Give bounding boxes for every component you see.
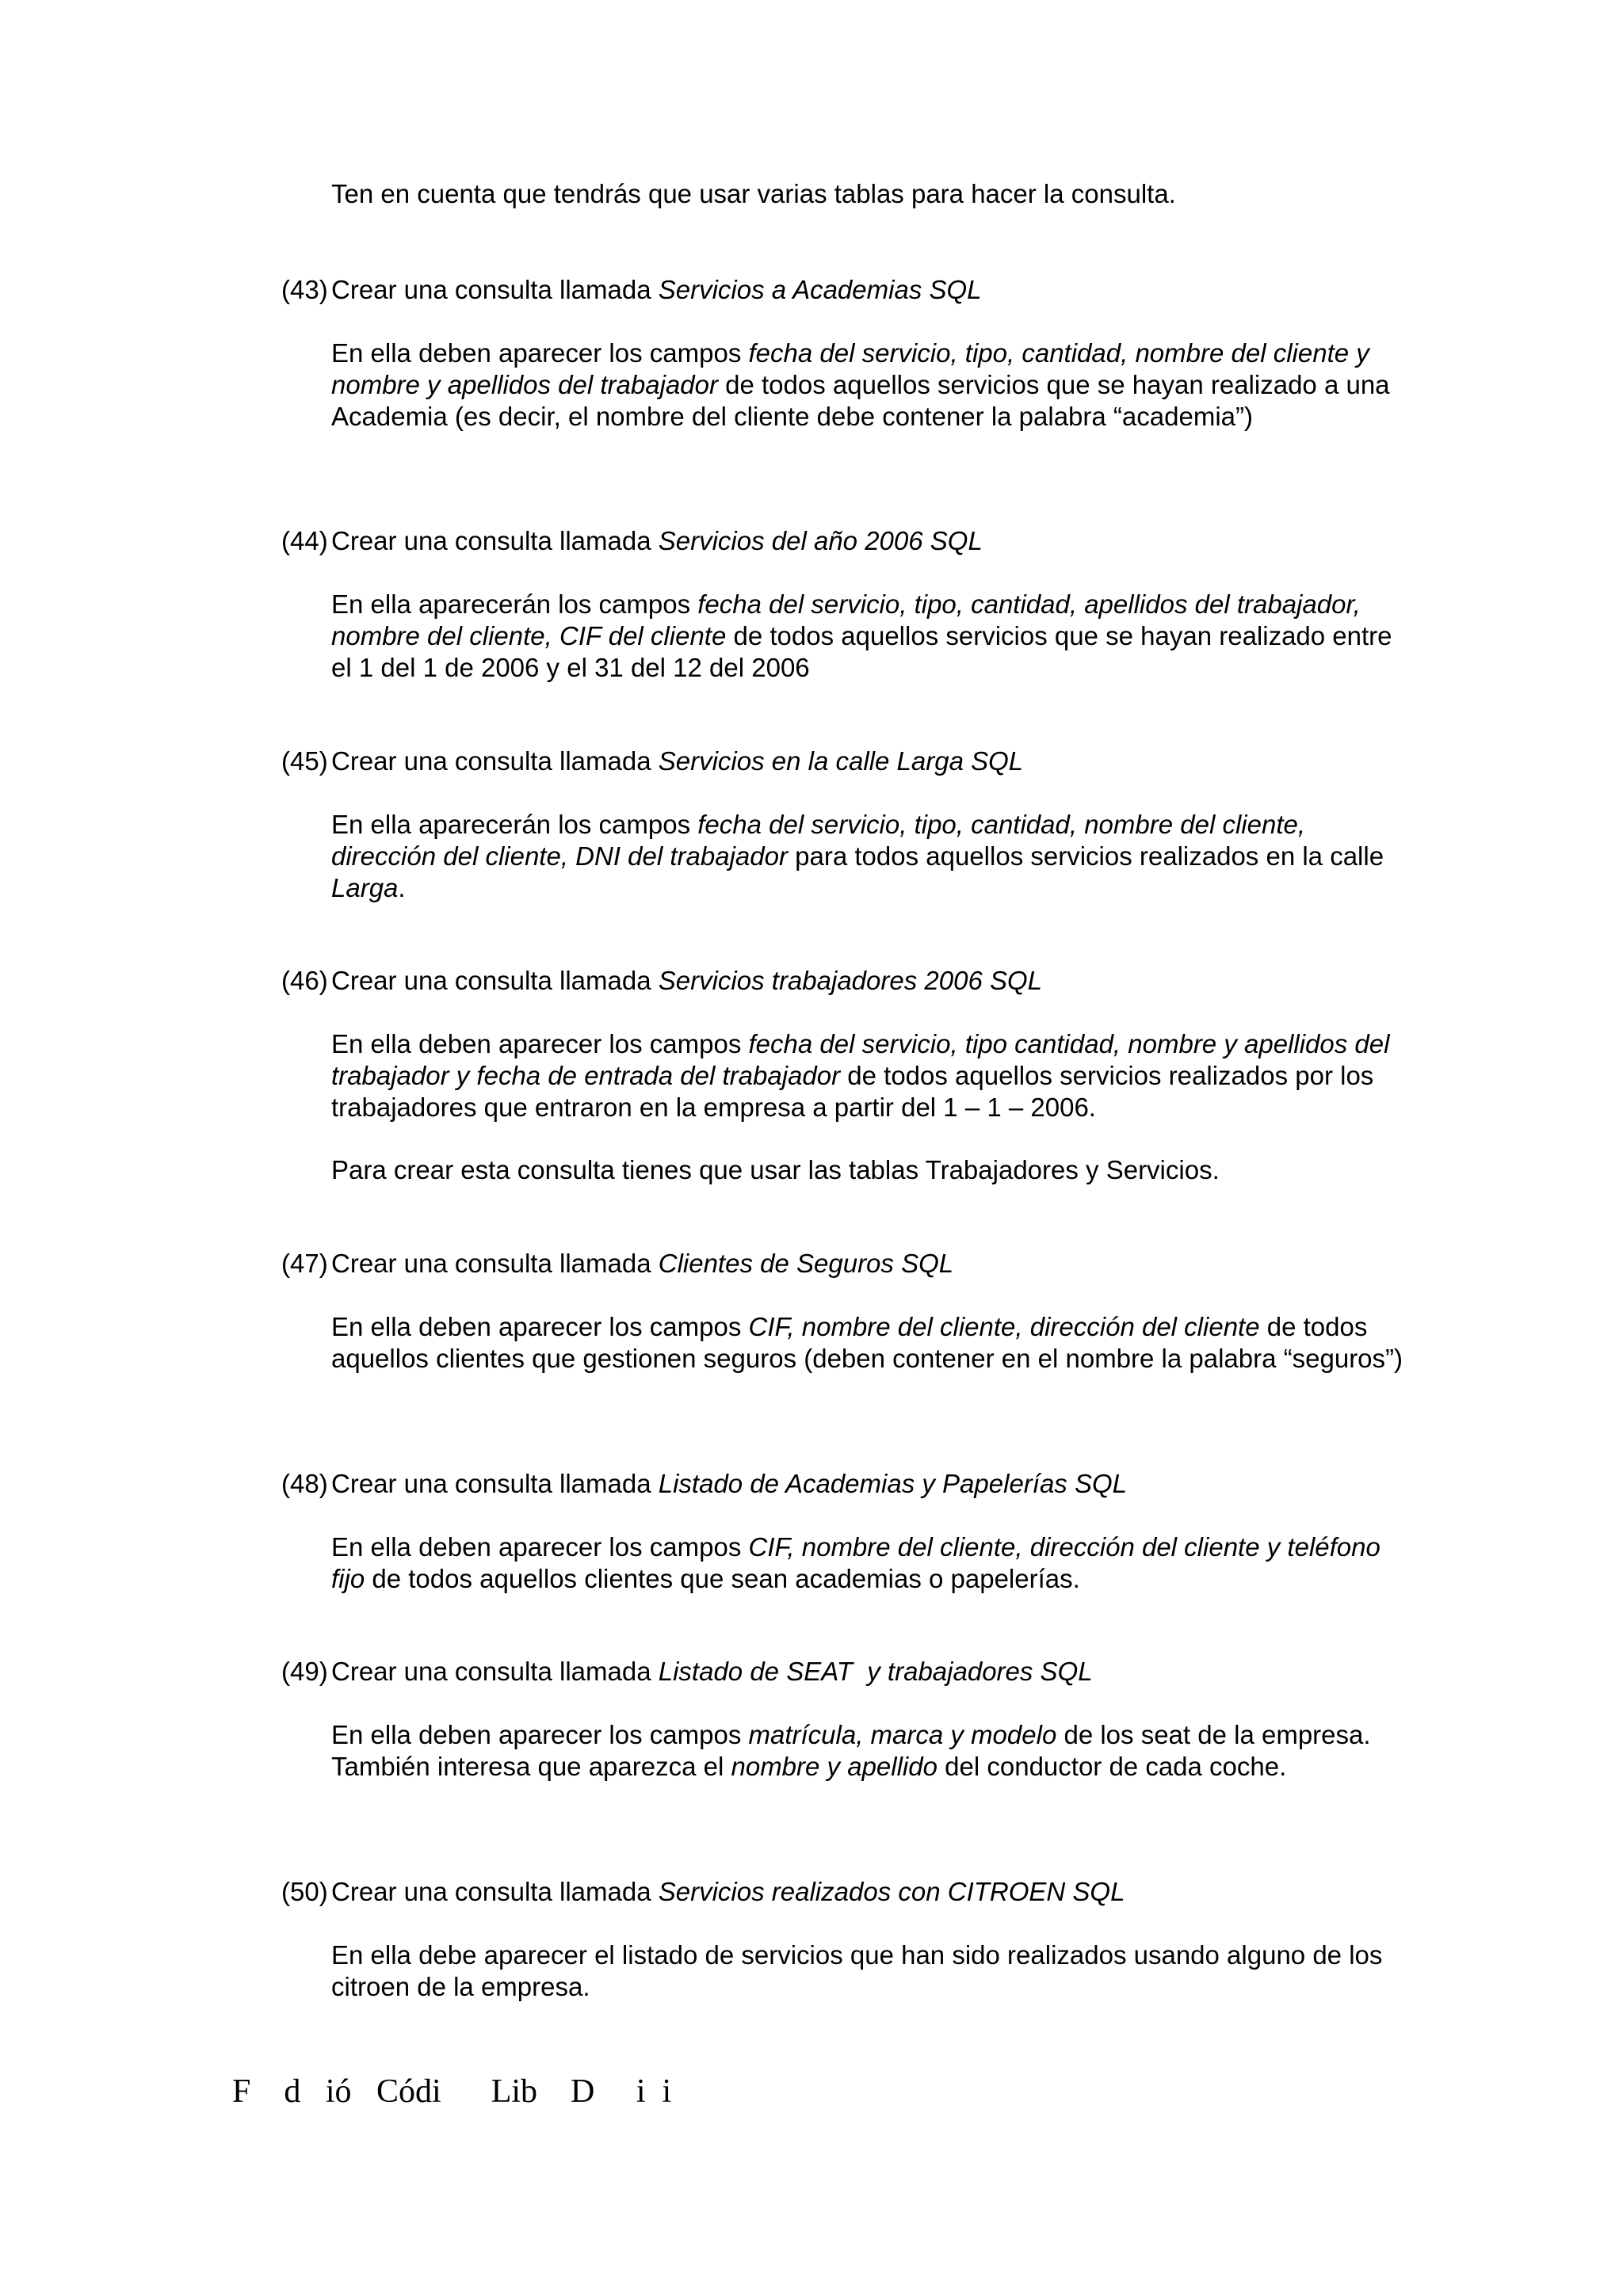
field-list: CIF, nombre del cliente, dirección del cliente <box>748 1312 1260 1341</box>
item-paragraph-48 <box>331 1531 1409 1595</box>
query-name: Servicios trabajadores 2006 SQL <box>658 966 1043 995</box>
item-paragraph-46-note <box>331 1154 1409 1186</box>
para-text: En ella deben aparecer los campos <box>331 1312 749 1341</box>
item-paragraph-44 <box>331 589 1409 684</box>
item-heading-47 <box>281 1248 1407 1280</box>
para-text: . <box>398 873 406 902</box>
para-text: En ella deben aparecer los campos <box>331 1532 749 1562</box>
para-text: de los seat de la empresa. También interesa que aparezca el <box>331 1720 1371 1781</box>
driver-fields: nombre y apellido <box>731 1752 938 1781</box>
item-heading-44 <box>281 525 1407 557</box>
query-name: Servicios realizados con CITROEN SQL <box>658 1877 1125 1906</box>
para-text: de todos aquellos clientes que sean academias o papelerías. <box>365 1564 1080 1593</box>
item-paragraph-49 <box>331 1719 1409 1783</box>
para-text: En ella aparecerán los campos <box>331 589 698 619</box>
para-text: En ella aparecerán los campos <box>331 810 698 839</box>
heading-prefix: Crear una consulta llamada <box>331 1877 659 1906</box>
field-list: fecha del servicio, tipo cantidad, nombre y apellidos del trabajador y fecha de entrada del trabajador <box>331 1029 1390 1090</box>
item-number: (44) <box>281 526 328 555</box>
heading-prefix: Crear una consulta llamada <box>331 1469 659 1498</box>
item-heading-48 <box>281 1468 1407 1500</box>
para-text: de todos aquellos servicios realizados por los trabajadores que entraron en la empresa a partir del 1 – 1 – 2006. <box>331 1061 1374 1122</box>
heading-prefix: Crear una consulta llamada <box>331 275 659 304</box>
item-number: (50) <box>281 1877 328 1906</box>
field-list: CIF, nombre del cliente, dirección del cliente y teléfono fijo <box>331 1532 1381 1593</box>
query-name: Listado de SEAT y trabajadores SQL <box>658 1657 1093 1686</box>
para-text: En ella deben aparecer los campos <box>331 1029 749 1058</box>
para-text: de todos aquellos servicios que se hayan realizado a una Academia (es decir, el nombre del cliente debe contener la palabra “academia”) <box>331 370 1390 431</box>
para-text: del conductor de cada coche. <box>937 1752 1287 1781</box>
street-name: Larga <box>331 873 399 902</box>
heading-prefix: Crear una consulta llamada <box>331 1249 659 1278</box>
item-number: (45) <box>281 746 328 776</box>
item-heading-50 <box>281 1876 1407 1908</box>
heading-prefix: Crear una consulta llamada <box>331 746 659 776</box>
item-number: (43) <box>281 275 328 304</box>
item-paragraph-47 <box>331 1311 1409 1375</box>
para-text: En ella deben aparecer los campos <box>331 338 749 368</box>
heading-prefix: Crear una consulta llamada <box>331 526 659 555</box>
item-heading-46 <box>281 965 1407 997</box>
item-heading-49 <box>281 1656 1407 1688</box>
item-number: (46) <box>281 966 328 995</box>
item-number: (49) <box>281 1657 328 1686</box>
query-name: Clientes de Seguros SQL <box>658 1249 954 1278</box>
item-number: (47) <box>281 1249 328 1278</box>
query-name: Servicios a Academias SQL <box>658 275 982 304</box>
para-text: para todos aquellos servicios realizados en la calle <box>787 841 1384 871</box>
field-list: matrícula, marca y modelo <box>748 1720 1057 1749</box>
item-paragraph-46 <box>331 1028 1409 1123</box>
item-number: (48) <box>281 1469 328 1498</box>
field-list: fecha del servicio, tipo, cantidad, apellidos del trabajador, nombre del cliente, CIF del cliente <box>331 589 1361 650</box>
para-text: Para crear esta consulta tienes que usar las tablas Trabajadores y Servicios. <box>331 1155 1220 1184</box>
para-text: de todos aquellos clientes que gestionen seguros (deben contener en el nombre la palabra “seguros”) <box>331 1312 1403 1373</box>
item-paragraph-43 <box>331 338 1409 433</box>
query-name: Servicios en la calle Larga SQL <box>658 746 1024 776</box>
para-text: de todos aquellos servicios que se hayan realizado entre el 1 del 1 de 2006 y el 31 del 12 del 2006 <box>331 621 1392 682</box>
item-paragraph-45 <box>331 809 1409 904</box>
item-heading-43 <box>281 274 1407 306</box>
item-heading-45 <box>281 746 1407 777</box>
field-list: fecha del servicio, tipo, cantidad, nombre del cliente y nombre y apellidos del trabajador <box>331 338 1369 399</box>
field-list: fecha del servicio, tipo, cantidad, nombre del cliente, dirección del cliente, DNI del trabajador <box>331 810 1306 871</box>
item-paragraph-50 <box>331 1939 1409 2003</box>
heading-prefix: Crear una consulta llamada <box>331 966 659 995</box>
heading-prefix: Crear una consulta llamada <box>331 1657 659 1686</box>
para-text: En ella debe aparecer el listado de servicios que han sido realizados usando alguno de los citroen de la empresa. <box>331 1940 1383 2001</box>
para-text: En ella deben aparecer los campos <box>331 1720 749 1749</box>
query-name: Servicios del año 2006 SQL <box>658 526 983 555</box>
page-footer: F d ió Códi Lib D i i <box>232 2073 672 2110</box>
query-name: Listado de Academias y Papelerías SQL <box>658 1469 1128 1498</box>
intro-note: Ten en cuenta que tendrás que usar varias tablas para hacer la consulta. <box>331 179 1176 208</box>
